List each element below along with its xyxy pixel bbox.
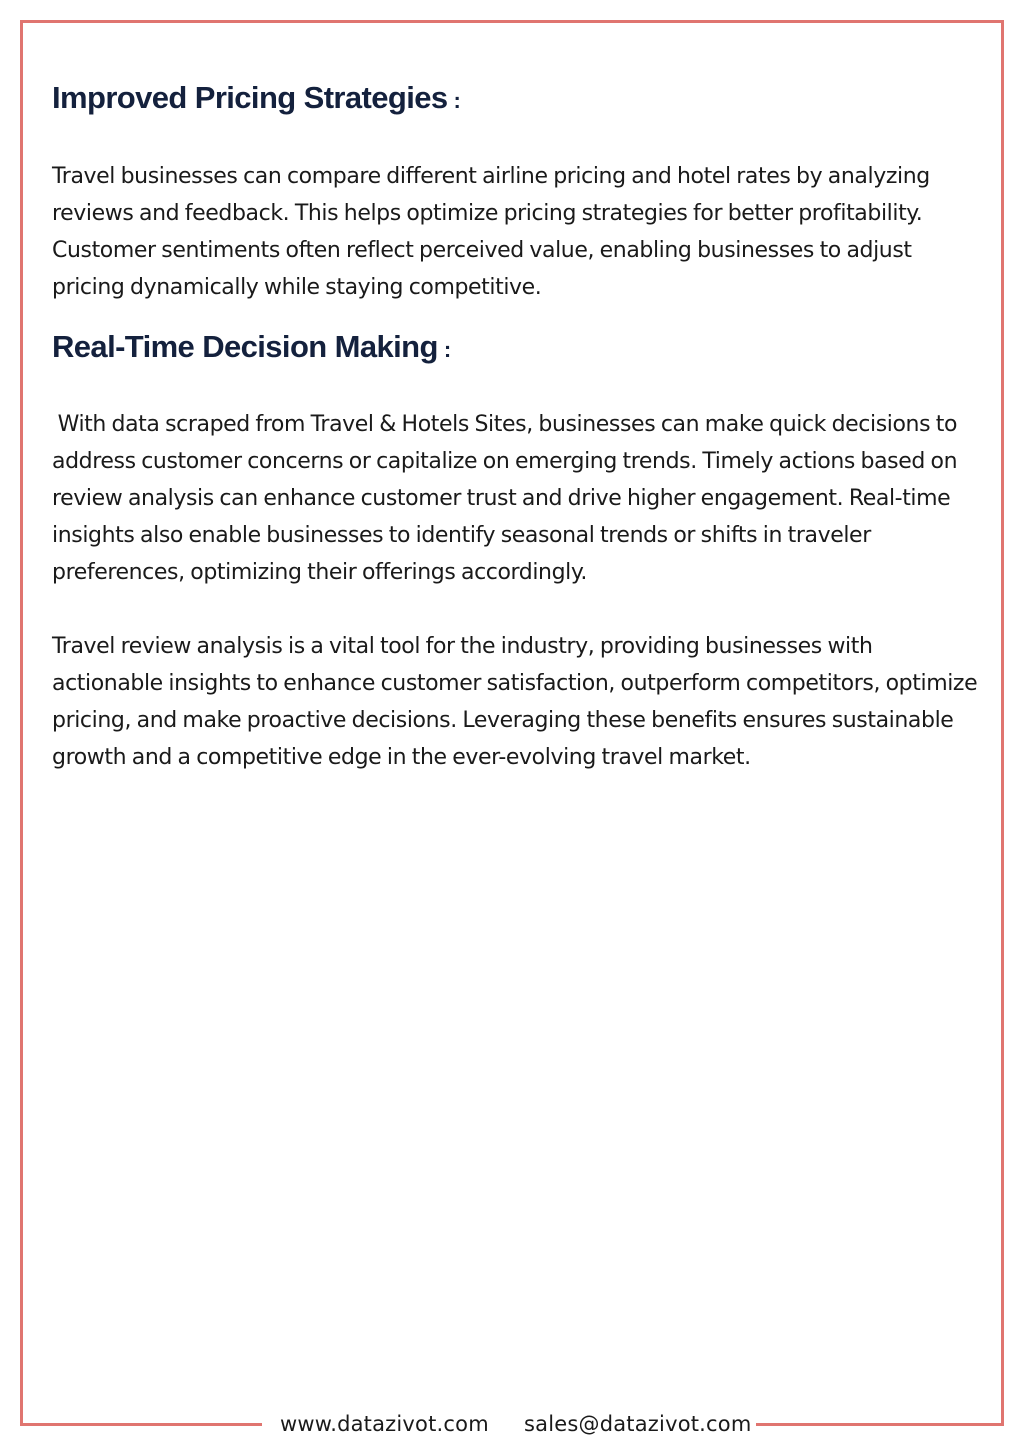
- footer-email-link[interactable]: sales@datazivot.com: [524, 1412, 752, 1436]
- section-heading-pricing: [52, 76, 982, 123]
- section-body-decision: With data scraped from Travel & Hotels Sites, businesses can make quick decisions to address customer concerns or capitalize on emerging trends. Timely actions based on review analysis can enhance customer trust and drive higher engagement. Real-time insights also enable businesses to identify seasonal trends or shifts in traveler preferences, optimizing their offerings accordingly.: [52, 412, 958, 585]
- heading-colon: :: [453, 88, 461, 113]
- heading-colon: :: [443, 337, 451, 362]
- main-content: [52, 76, 982, 776]
- footer-website-link[interactable]: www.datazivot.com: [280, 1412, 489, 1436]
- footer: [0, 1410, 1024, 1444]
- heading-text: Real-Time Decision Making: [52, 329, 438, 364]
- heading-text: Improved Pricing Strategies: [52, 80, 448, 115]
- section-heading-decision: [52, 325, 982, 372]
- conclusion-paragraph: Travel review analysis is a vital tool for the industry, providing businesses with actionable insights to enhance customer satisfaction, outperform competitors, optimize pricing, and make proactive decisions. Leveraging these benefits ensures sustainable growth and a competitive edge in the ever-evolving travel market.: [52, 634, 978, 770]
- section-body-pricing: Travel businesses can compare different airline pricing and hotel rates by analyzing reviews and feedback. This helps optimize pricing strategies for better profitability. Customer sentiments often reflect perceived value, enabling businesses to adjust pricing dynamically while staying competitive.: [52, 164, 930, 300]
